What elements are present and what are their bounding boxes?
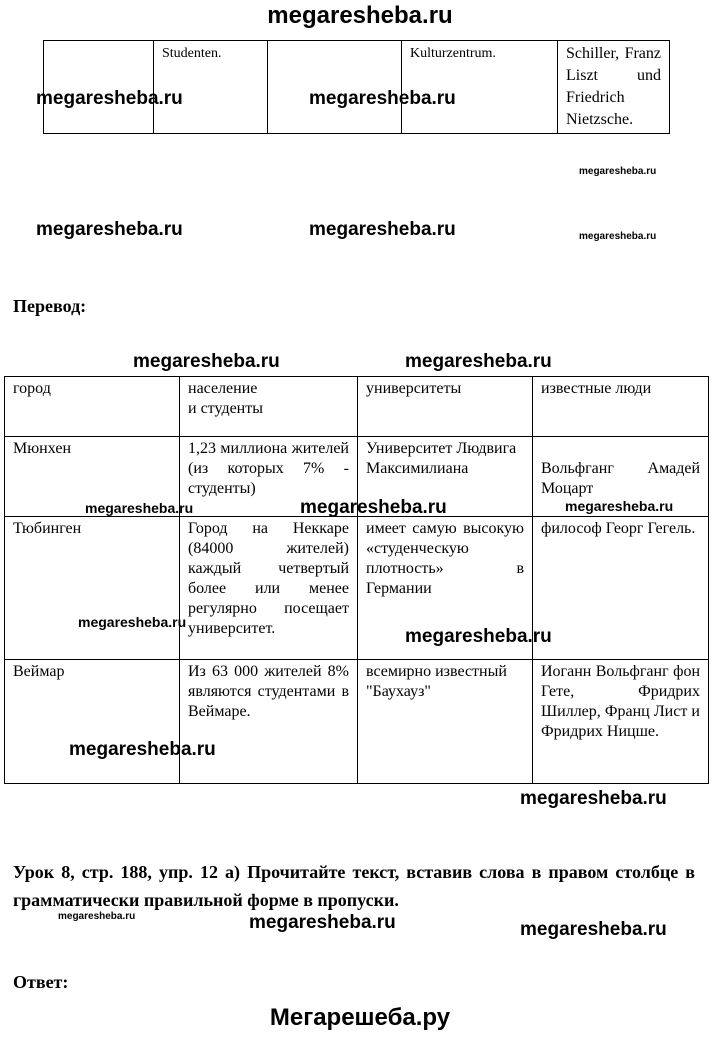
cell-people: Иоганн Вольфганг фон Гете, Фридрих Шиллер, Франц Лист и Фридрих Ницше. xyxy=(533,660,709,784)
cell-university: Университет Людвига Максимилиана xyxy=(358,437,533,517)
watermark: megaresheba.ru xyxy=(309,88,456,109)
watermark: megaresheba.ru xyxy=(565,498,674,514)
top-cell-3 xyxy=(268,41,402,134)
cell-population: 1,23 миллиона жителей (из которых 7% - студенты) xyxy=(180,437,358,517)
top-cell-5: Schiller, Franz Liszt und Friedrich Nietzsche. xyxy=(558,41,670,134)
watermark: megaresheba.ru xyxy=(78,614,187,630)
watermark: megaresheba.ru xyxy=(579,231,657,242)
watermark: megaresheba.ru xyxy=(69,739,216,760)
watermark-top: megaresheba.ru xyxy=(267,2,453,29)
translation-heading: Перевод: xyxy=(13,296,87,316)
watermark: megaresheba.ru xyxy=(520,788,667,809)
cell-city: Тюбинген xyxy=(5,517,180,660)
table-header-row xyxy=(5,377,709,437)
cell-population: Город на Неккаре (84000 жителей) каждый четвертый более или менее регулярно посещает университет. xyxy=(180,517,358,660)
watermark: megaresheba.ru xyxy=(309,219,456,240)
watermark: megaresheba.ru xyxy=(36,219,183,240)
cell-city: Веймар xyxy=(5,660,180,784)
watermark: megaresheba.ru xyxy=(133,351,280,372)
cell-university: имеет самую высокую «студенческую плотность» в Германии xyxy=(358,517,533,660)
cell-population: Из 63 000 жителей 8% являются студентами в Веймаре. xyxy=(180,660,358,784)
header-famous-people: известные люди xyxy=(533,377,709,437)
cell-people: Вольфганг Амадей Моцарт xyxy=(533,437,709,517)
watermark: megaresheba.ru xyxy=(36,88,183,109)
cell-university: всемирно известный "Баухауз" xyxy=(358,660,533,784)
watermark: megaresheba.ru xyxy=(520,919,667,940)
watermark: megaresheba.ru xyxy=(579,166,657,177)
watermark: megaresheba.ru xyxy=(405,626,552,647)
top-cell-4: Kulturzentrum. xyxy=(402,41,558,134)
header-universities: университеты xyxy=(358,377,533,437)
top-cell-1 xyxy=(44,41,154,134)
top-cell-2: Studenten. xyxy=(154,41,268,134)
header-city: город xyxy=(5,377,180,437)
table-row xyxy=(5,660,709,784)
watermark: megaresheba.ru xyxy=(58,911,136,922)
watermark: megaresheba.ru xyxy=(300,497,447,518)
top-table xyxy=(43,40,670,134)
cell-city: Мюнхен xyxy=(5,437,180,517)
header-population: население и студенты xyxy=(180,377,358,437)
task-text: Урок 8, стр. 188, упр. 12 а) Прочитайте текст, вставив слова в правом столбце в грамматически правильной форме в пропуски. xyxy=(13,862,695,910)
cell-people: философ Георг Гегель. xyxy=(533,517,709,660)
watermark: megaresheba.ru xyxy=(405,351,552,372)
answer-heading: Ответ: xyxy=(13,972,69,992)
watermark: megaresheba.ru xyxy=(249,912,396,933)
cities-table xyxy=(4,376,709,784)
footer-logo: Мегарешеба.ру xyxy=(269,1004,451,1031)
table-row xyxy=(5,517,709,660)
watermark: megaresheba.ru xyxy=(85,500,194,516)
